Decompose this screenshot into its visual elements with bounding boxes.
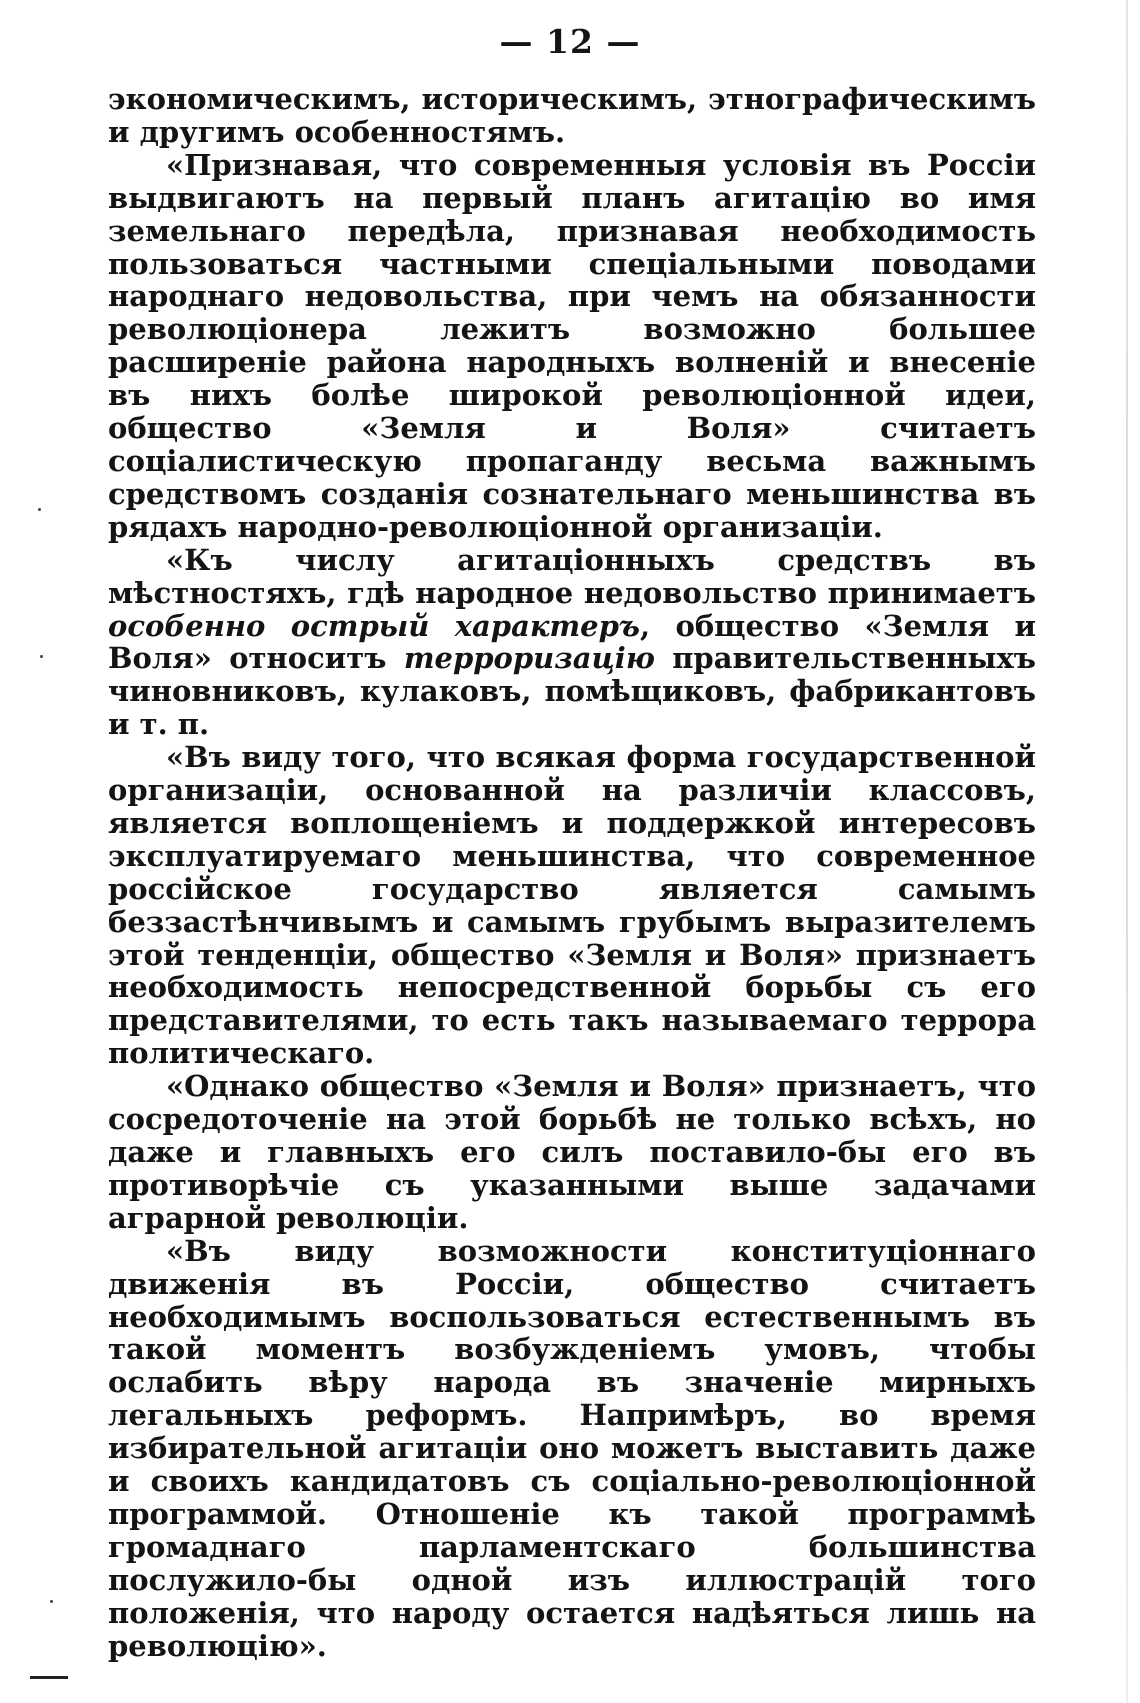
paragraph-3-text-c: правительственныхъ чиновниковъ, кулаковъ, помѣщиковъ, фабрикантовъ и т. п.	[108, 641, 1036, 742]
paragraph-6: «Въ виду возможности конституціоннаго движенія въ Россіи, общество считаетъ необходимымъ воспользоваться естественнымъ въ такой моментъ возбужденіемъ умовъ, чтобы ослабить вѣру народа въ значеніе мирныхъ легальныхъ реформъ. Напримѣръ, во время избирательной агитаціи оно можетъ выставить даже и своихъ кандидатовъ съ соціально-революціонной программой. Отношеніе къ такой программѣ громаднаго парламентскаго большинства послужило-бы одной изъ иллюстрацій того положенія, что народу остается надѣяться лишь на революцію».	[108, 1233, 1036, 1663]
margin-speck	[40, 655, 43, 658]
paragraph-3-emphasis-1: особенно острый характеръ	[108, 608, 640, 643]
paragraph-3-text-a: «Къ числу агитаціонныхъ средствъ въ мѣстностяхъ, гдѣ народное недовольство принимаетъ	[108, 542, 1036, 610]
margin-speck	[50, 1600, 53, 1603]
paragraph-2: «Признавая, что современныя условія въ Россіи выдвигаютъ на первый планъ агитацію во имя земельнаго передѣла, признавая необходимость пользоваться частными спеціальными поводами народнаго недовольства, при чемъ на обязанности революціонера лежитъ возможно большее расширеніе района народныхъ волненій и внесеніе въ нихъ болѣе широкой революціонной идеи, общество «Земля и Воля» считаетъ соціалистическую пропаганду весьма важнымъ средствомъ созданія сознательнаго меньшинства въ рядахъ народно-революціонной организаціи.	[108, 147, 1036, 544]
page-edge-line	[1126, 0, 1128, 1703]
paragraph-4: «Въ виду того, что всякая форма государственной организаціи, основанной на различіи классовъ, является воплощеніемъ и поддержкой интересовъ эксплуатируемаго меньшинства, что современное россійское государство является самымъ беззастѣнчивымъ и самымъ грубымъ выразителемъ этой тенденціи, общество «Земля и Воля» признаетъ необходимость непосредственной борьбы съ его представителями, то есть такъ называемаго террора политическаго.	[108, 740, 1036, 1071]
paragraph-1: экономическимъ, историческимъ, этнографическимъ и другимъ особенностямъ.	[108, 82, 1036, 149]
paragraph-5: «Однако общество «Земля и Воля» признаетъ, что сосредоточеніе на этой борьбѣ не только всѣхъ, но даже и главныхъ его силъ поставило-бы его въ противорѣчіе съ указанными выше задачами аграрной революціи.	[108, 1069, 1036, 1235]
footer-rule	[30, 1676, 68, 1679]
paragraph-3-emphasis-2: терроризацію	[403, 641, 655, 676]
page-number: — 12 —	[499, 22, 641, 61]
paragraph-3-text-b: , общество «Земля и Воля» относитъ	[108, 608, 1036, 676]
margin-speck	[38, 508, 41, 511]
body-text	[108, 83, 1036, 1663]
paragraph-3	[108, 544, 1036, 741]
